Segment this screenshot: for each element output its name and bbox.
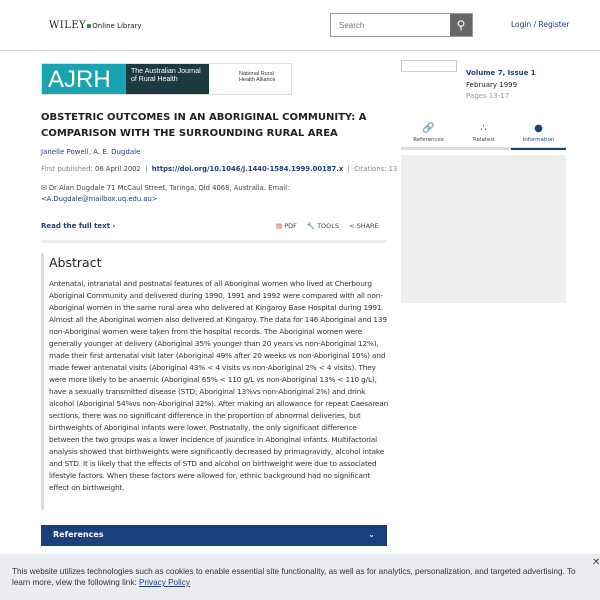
chevron-down-icon: ⌄ (368, 530, 375, 539)
tab-related[interactable]: ∴ Related (456, 123, 511, 147)
partner-logo: National Rural Health Alliance (239, 71, 276, 83)
tab-references[interactable]: 🔗 References (401, 123, 456, 147)
sidebar-panel (401, 155, 566, 303)
journal-banner[interactable] (41, 63, 292, 95)
search-button[interactable] (450, 14, 472, 36)
wiley-logo[interactable]: WILEY Online Library (49, 20, 142, 31)
journal-cover-image[interactable] (401, 60, 457, 72)
divider (41, 240, 387, 243)
logo-mark-icon (87, 24, 91, 28)
abstract-text: Antenatal, intranatal and postnatal features of all Aboriginal women who lived at Cherbourg Aboriginal Community and delivered during 1990, 1991 and 1992 were compared with all non-Aboriginal women in the same rural area who delivered at Kingaroy Base Hospital during 1991. Almost all the Aboriginal women also delivered at Kingaroy. The data for 146 Aboriginal and 139 non-Aboriginal women were taken from the hospital records. The Aboriginal women were generally younger at delivery (Aboriginal 35% younger than 20 years vs non-Aboriginal 12%), made their first antenatal visit later (Aboriginal 49% after 20 weeks vs non-Aboriginal 10%) and made fewer antenatal visits (Aboriginal 43% < 4 visits vs non-Aboriginal 2% < 4 visits). They were more likely to be anaemic (Aboriginal 65% < 110 g/L vs non-Aboriginal 13% < 110 g/L), have a sexually transmitted disease (STD; Aboriginal 13%vs non-Aboriginal 2%) and drink alcohol (Aboriginal 54%vs non-Aboriginal 32%). After making an allowance for repeat Caesarean sections, there was no significant difference in the proportion of abnormal deliveries, but birthweights of Aboriginal infants were lower. Postnatally, the only significant difference between the two groups was a lower incidence of jaundice in Aboriginal infants. Multifactorial analysis showed that birthweights were significantly decreased by primagravidy, alcohol intake and STD. It is likely that the effects of STD and alcohol on birthweight were due to associated lifestyle factors. When these factors were allowed for, ethnic background had no significant effect on birthweight. (49, 279, 389, 492)
login-register-link[interactable]: Login / Register (511, 20, 570, 29)
pdf-button[interactable]: ▤ PDF (276, 222, 297, 230)
sidebar-tabs (401, 123, 566, 150)
issue-info: Volume 7, Issue 1 February 1999 Pages 13-17 (466, 69, 536, 100)
abstract-heading: Abstract (49, 255, 102, 270)
cookie-banner: This website utilizes technologies such as cookies to enable essential site functionality, as well as for analytics, personalization, and targeted advertising. To learn more, view the following link: Privacy Policy (0, 554, 600, 600)
pdf-icon: ▤ (276, 222, 283, 230)
search-bar (330, 13, 473, 37)
journal-name: The Australian Journal of Rural Health (126, 64, 209, 94)
article-tools (276, 222, 379, 230)
tab-information[interactable]: ● Information (511, 123, 566, 150)
references-accordion[interactable]: References ⌄ (41, 525, 387, 546)
journal-acronym: AJRH (42, 64, 126, 94)
correspondence: ✉ Dr Alan Dugdale 71 McCaul Street, Taringa, Qld 4068, Australia. Email: <A.Dugdale@mailbox.uq.edu.au> (41, 184, 290, 203)
envelope-icon: ✉ (41, 184, 47, 192)
abstract-section (41, 253, 387, 510)
search-input[interactable] (331, 14, 450, 36)
tools-button[interactable]: 🔧 TOOLS (306, 222, 340, 230)
wrench-icon: 🔧 (306, 222, 315, 230)
related-icon: ∴ (480, 123, 487, 134)
info-icon: ● (534, 123, 543, 134)
publication-info: First published: 06 April 2002 | https://doi.org/10.1046/j.1440-1584.1999.00187.x | Citations: 13 (41, 165, 398, 173)
volume-link[interactable]: Volume 7, Issue 1 (466, 69, 536, 77)
privacy-policy-link[interactable]: Privacy Policy (138, 578, 190, 587)
share-icon: < (349, 222, 355, 230)
doi-link[interactable]: https://doi.org/10.1046/j.1440-1584.1999.00187.x (151, 165, 344, 173)
close-icon[interactable]: ✕ (592, 557, 600, 568)
read-full-text-link[interactable]: Read the full text › (41, 222, 116, 230)
link-icon: 🔗 (422, 123, 435, 134)
chevron-right-icon: › (112, 222, 116, 230)
citations: Citations: 13 (354, 165, 398, 173)
article-title: OBSTETRIC OUTCOMES IN AN ABORIGINAL COMMUNITY: A COMPARISON WITH THE SURROUNDING RURAL AREA (41, 112, 367, 139)
authors[interactable]: Janelle Powell, A. E. Dugdale (41, 148, 141, 156)
search-icon: ⚲ (456, 18, 466, 32)
share-button[interactable]: < SHARE (349, 222, 379, 230)
email-link[interactable]: <A.Dugdale@mailbox.uq.edu.au> (41, 195, 158, 203)
